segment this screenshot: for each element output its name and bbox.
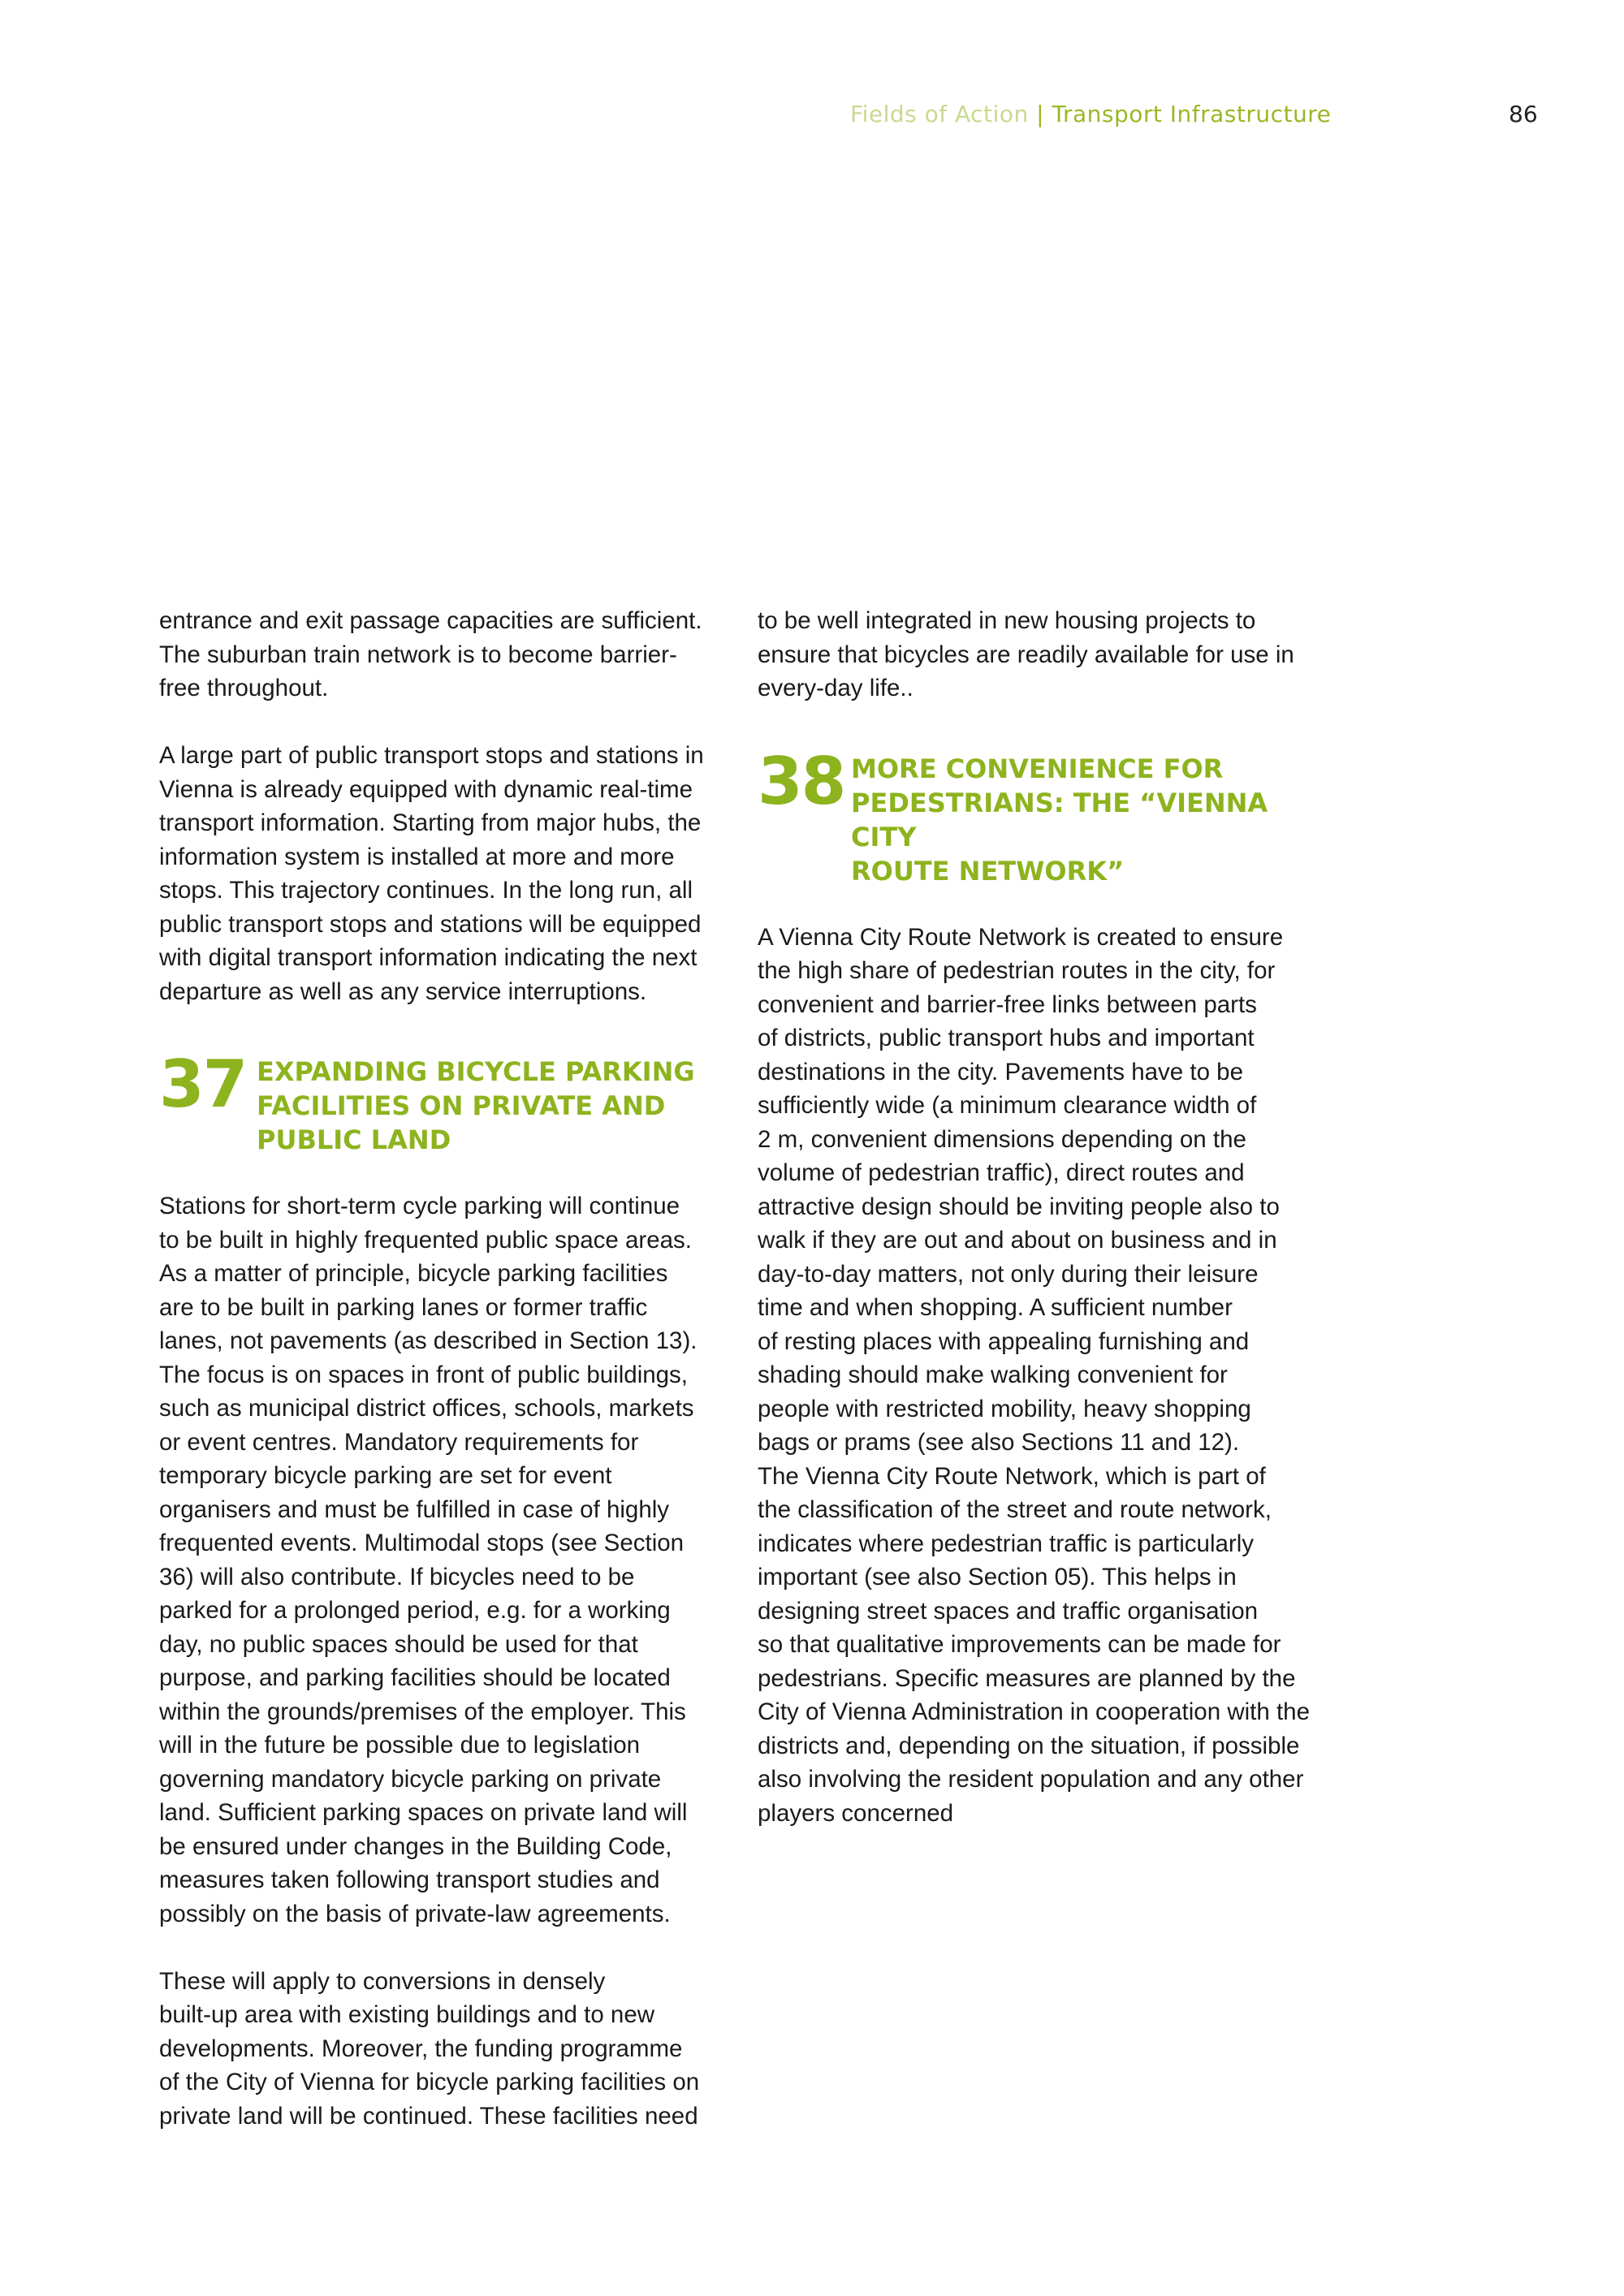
paragraph: entrance and exit passage capacities are sufficient. The suburban train network is to become barrier- free throughout. — [159, 607, 702, 701]
running-header — [850, 101, 1331, 127]
paragraph: to be well integrated in new housing projects to ensure that bicycles are readily available for use in every-day life.. — [758, 607, 1294, 701]
section-number: 37 — [159, 1047, 247, 1122]
right-column — [758, 604, 1326, 1864]
section-38-heading — [758, 743, 1326, 888]
section-title: MORE CONVENIENCE FOR PEDESTRIANS: THE “VIENNA CITY ROUTE NETWORK” — [851, 753, 1268, 887]
paragraph: A Vienna City Route Network is created to ensure the high share of pedestrian routes in the city, for convenient and barrier-free links between parts of districts, public transport hubs and important destinations in the city. Pavements have to be sufficiently wide (a minimum clearance width of 2 m, convenient dimensions depending on the volume of pedestrian traffic), direct routes and attractive design should be inviting people also to walk if they are out and about on business and in day-to-day matters, not only during their leisure time and when shopping. A sufficient number of resting places with appealing furnishing and shading should make walking convenient for people with restricted mobility, heavy shopping bags or prams (see also Sections 11 and 12). The Vienna City Route Network, which is part of the classification of the street and route network, indicates where pedestrian traffic is particularly important (see also Section 05). This helps in designing street spaces and traffic organisation so that qualitative improvements can be made for pedestrians. Specific measures are planned by the City of Vienna Administration in cooperation with the districts and, depending on the situation, if possible also involving the resident population and any other players concerned — [758, 923, 1310, 1827]
header-section: Transport Infrastructure — [1052, 101, 1332, 127]
left-column — [159, 604, 728, 2167]
section-37-heading — [159, 1047, 728, 1157]
header-chapter: Fields of Action — [850, 101, 1029, 127]
paragraph: These will apply to conversions in densely built-up area with existing buildings and to new developments. Moreover, the funding programme of the City of Vienna for bicycle parking facilities on private land will be continued. These facilities need — [159, 1967, 700, 2130]
paragraph: A large part of public transport stops and stations in Vienna is already equipped with dynamic real-time transport information. Starting from major hubs, the information system is installed at more and more stops. This trajectory continues. In the long run, all public transport stops and stations will be equipped with digital transport information indicating the next departure as well as any service interruptions. — [159, 742, 704, 1005]
section-number: 38 — [758, 743, 845, 819]
section-title: EXPANDING BICYCLE PARKING FACILITIES ON PRIVATE AND PUBLIC LAND — [257, 1056, 695, 1155]
page-number: 86 — [1509, 101, 1538, 127]
paragraph: Stations for short-term cycle parking will continue to be built in highly frequented public space areas. As a matter of principle, bicycle parking facilities are to be built in parking lanes or former traffic lanes, not pavements (as described in Section 13). The focus is on spaces in front of public buildings, such as municipal district offices, schools, markets or event centres. Mandatory requirements for temporary bicycle parking are set for event organisers and must be fulfilled in case of highly frequented events. Multimodal stops (see Section 36) will also contribute. If bicycles need to be parked for a prolonged period, e.g. for a working day, no public spaces should be used for that purpose, and parking facilities should be located within the grounds/premises of the employer. This will in the future be possible due to legislation governing mandatory bicycle parking on private land. Sufficient parking spaces on private land will be ensured under changes in the Building Code, measures taken following transport studies and possibly on the basis of private-law agreements. — [159, 1193, 698, 1927]
header-separator: | — [1036, 101, 1045, 127]
